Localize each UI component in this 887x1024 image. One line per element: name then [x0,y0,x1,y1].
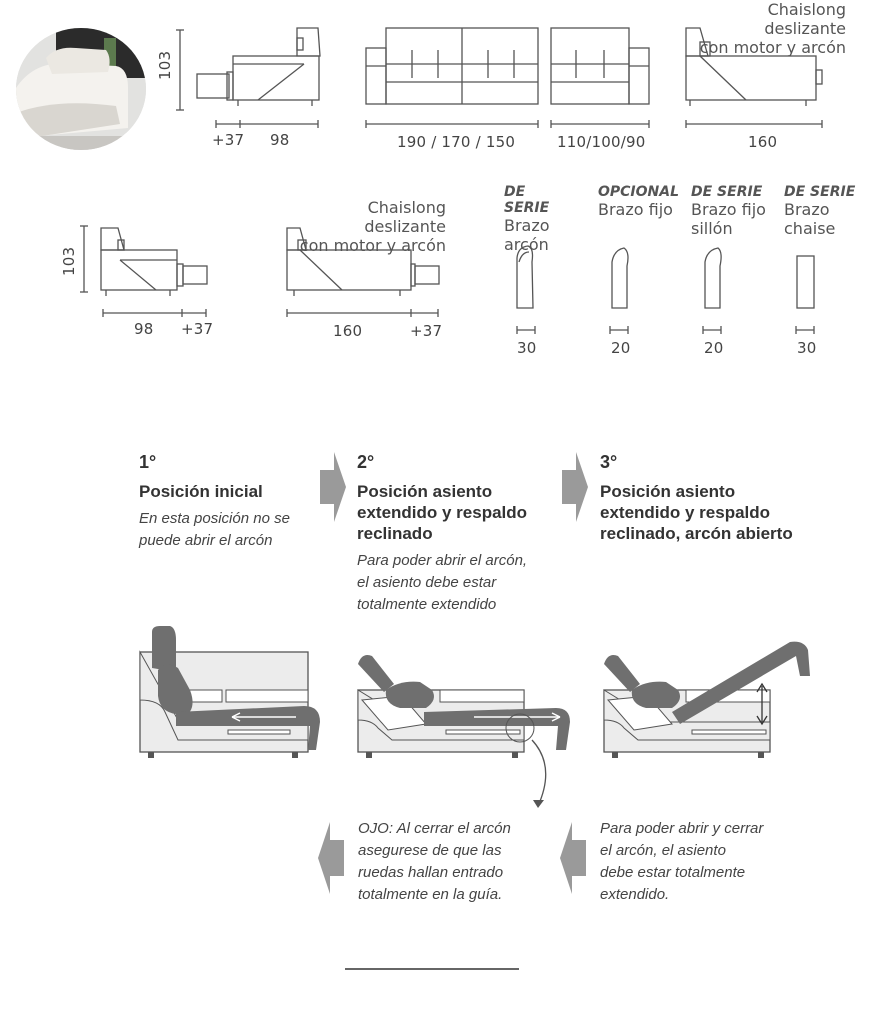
ext-label-2: +37 [181,320,214,338]
step-note: Para poder abrir el arcón, el asiento debe estar totalmente extendido [357,552,528,613]
arm-option-fijo [598,184,680,219]
chaislong-title-mid: Chaislong deslizante con motor y arcón [299,198,446,255]
module-widths-label-2: 110/100/90 [557,133,646,151]
step-title: Posición inicial [139,482,263,501]
warning-ojo: OJO: Al cerrar el arcón asegurese de que las ruedas hallan entrado totalmente en la guía. [358,820,511,903]
height-label-1: 103 [156,50,174,80]
chaise-width-label-2: 160 [333,322,363,340]
step-3 [600,452,820,544]
arm-profiles [517,246,814,334]
arm-option-fijo-sillon [691,184,771,238]
ext-label-1: +37 [212,131,245,149]
arm-option-arcon [504,184,574,254]
mechanism-position-1 [140,626,320,758]
mechanism-position-3 [604,642,810,758]
height-label-2: 103 [60,246,78,276]
arm-width-label: 20 [704,339,724,357]
arm-width-label: 30 [797,339,817,357]
step-title: Posición asiento extendido y respaldo reclinado, arcón abierto [600,482,793,543]
seat-width-label-1: 98 [270,131,290,149]
arm-width-label: 20 [611,339,631,357]
step-number: 1° [139,452,157,472]
module-widths-label: 190 / 170 / 150 [397,133,516,151]
arm-name-label: Brazo arcón [504,216,550,254]
step-1 [139,452,319,552]
warning-open-close: Para poder abrir y cerrar el arcón, el asiento debe estar totalmente extendido. [600,820,764,903]
arm-name-label: Brazo chaise [784,200,836,238]
mechanism-position-2 [358,655,570,808]
height-marker-2 [80,226,88,292]
height-marker-1 [176,30,184,110]
step-2 [357,452,557,616]
arm-width-label: 30 [517,339,537,357]
seat-width-label-2: 98 [134,320,154,338]
seat-side-view-2 [101,228,207,317]
arm-series-label: DE SERIE [784,184,856,200]
step-title: Posición asiento extendido y respaldo reclinado [357,482,528,543]
seat-side-view [197,28,320,128]
step-note: En esta posición no se puede abrir el arcón [139,510,290,549]
step-number: 2° [357,452,375,472]
arm-series-label: DE SERIE [691,184,763,200]
arm-option-chaise [784,184,864,238]
chaislong-title-top: Chaislong deslizante con motor y arcón [699,0,846,57]
arm-name-label: Brazo fijo [598,200,673,219]
sofa-front-view [366,28,649,128]
chaise-width-label-1: 160 [748,133,778,151]
ext-label-3: +37 [410,322,443,340]
arm-series-label: DE SERIE [504,184,550,216]
arm-series-label: OPCIONAL [598,184,680,200]
step-number: 3° [600,452,618,472]
arm-name-label: Brazo fijo sillón [691,200,766,238]
